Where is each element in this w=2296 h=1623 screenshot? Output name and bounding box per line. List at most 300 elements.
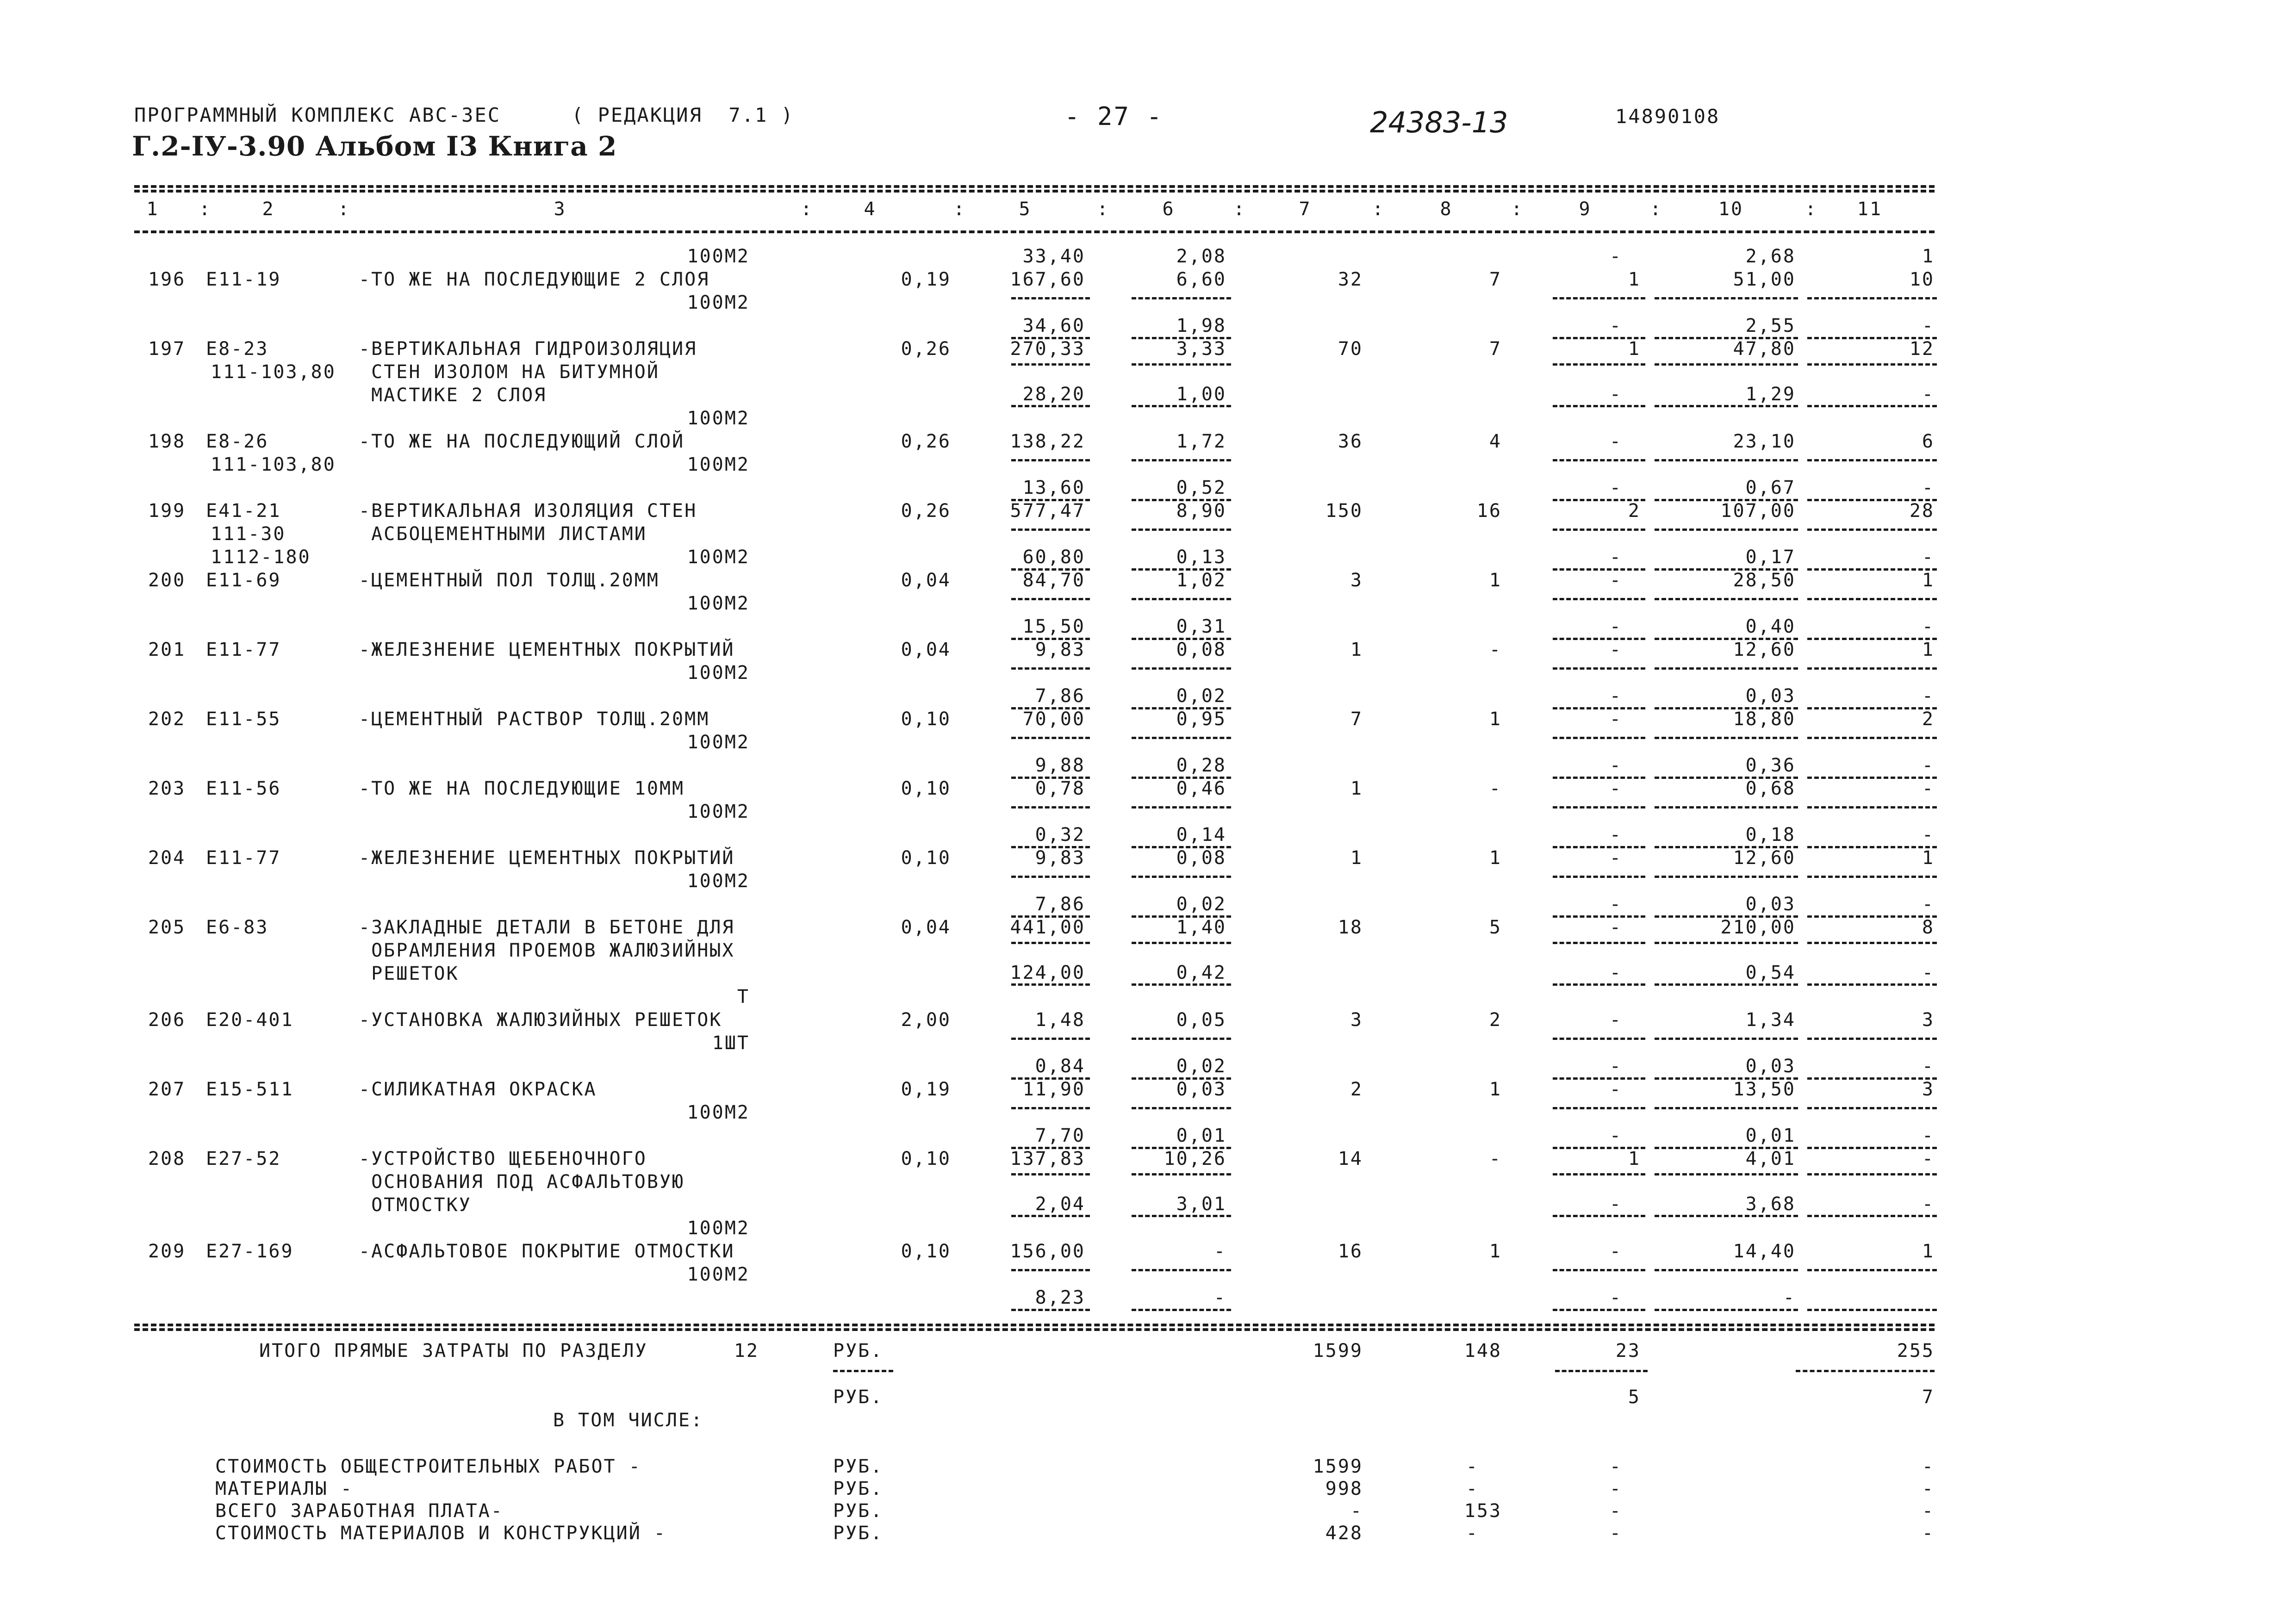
cell-sub-c10: 0,01 (1745, 1125, 1796, 1146)
cell-rule (1655, 598, 1798, 600)
header-bottom-rule (134, 230, 1935, 233)
breakdown-c9: - (1609, 1478, 1622, 1499)
cell-sub-c6: 0,02 (1176, 1056, 1226, 1077)
cell-rule (1553, 667, 1645, 670)
cell-c9: - (1609, 431, 1622, 452)
row-separator (1553, 405, 1645, 407)
cell-sub-c9: - (1609, 1194, 1622, 1215)
cell-rule (1132, 667, 1231, 670)
cell-sub-c9: - (1609, 755, 1622, 776)
row-separator (1132, 1309, 1231, 1311)
cell-rule (1553, 459, 1645, 461)
breakdown-c7: - (1350, 1500, 1363, 1522)
cell-rule (1807, 529, 1937, 531)
cell-c10: 12,60 (1733, 639, 1796, 660)
cell-c10: 28,50 (1733, 570, 1796, 591)
cell-c5: 70,00 (1022, 709, 1085, 730)
cell-sub-c6: 0,42 (1176, 962, 1226, 983)
cell-sub-c11: - (1922, 962, 1935, 983)
cell-c5: 9,83 (1035, 639, 1085, 660)
cell-sub-c11: - (1922, 547, 1935, 568)
cell-rule (1553, 297, 1645, 299)
cell-c10: 12,60 (1733, 847, 1796, 869)
edition-label: ( РЕДАКЦИЯ 7.1 ) (572, 104, 794, 126)
cell-rule (1553, 876, 1645, 878)
cell-rule (1655, 459, 1798, 461)
totals-c11: 255 (1897, 1340, 1935, 1362)
row-number: 203 (148, 778, 186, 799)
breakdown-currency: РУБ. (833, 1500, 884, 1522)
row-code: Е6-83 (206, 917, 269, 938)
cell-c7: 36 (1338, 431, 1363, 452)
cell-sub-c5: 7,70 (1035, 1125, 1085, 1146)
cell-c7: 16 (1338, 1241, 1363, 1262)
row-code: Е11-77 (206, 847, 281, 869)
totals-underline (1796, 1370, 1935, 1372)
cell-sub-c9: - (1609, 477, 1622, 498)
cell-sub-c10: 2,55 (1745, 315, 1796, 336)
album-subtitle: Г.2-ІУ-3.90 Альбом I3 Книга 2 (132, 131, 617, 162)
row-separator (1011, 983, 1090, 986)
row-quantity: 2,00 (901, 1009, 951, 1031)
cell-sub-c6: 3,01 (1176, 1194, 1226, 1215)
cell-c11: - (1922, 778, 1935, 799)
row-separator (1655, 405, 1798, 407)
cell-sub-c10: 1,29 (1745, 384, 1796, 405)
cell-rule (1807, 1038, 1937, 1040)
cell-sub-c5: 60,80 (1022, 547, 1085, 568)
row-separator (1655, 983, 1798, 986)
cell-c9: - (1609, 778, 1622, 799)
unit-label: 100М2 (687, 801, 750, 822)
cell-c9: 1 (1628, 1148, 1641, 1169)
cell-c5: 84,70 (1022, 570, 1085, 591)
row-description: -ЦЕМЕНТНЫЙ ПОЛ ТОЛЩ.20ММ (359, 570, 660, 591)
cell-c5: 1,48 (1035, 1009, 1085, 1031)
row-code: Е11-69 (206, 570, 281, 591)
row-number: 201 (148, 639, 186, 660)
breakdown-c8: - (1466, 1456, 1479, 1477)
cell-rule (1807, 1269, 1937, 1271)
column-header-7: 7 (1299, 199, 1312, 220)
page-number: - 27 - (1064, 102, 1164, 131)
cell-rule (1011, 1269, 1090, 1271)
breakdown-c8: - (1466, 1478, 1479, 1499)
row-code: Е11-19 (206, 269, 281, 290)
cell-sub-c5: 0,84 (1035, 1056, 1085, 1077)
cell-rule (1553, 1173, 1645, 1175)
row-description: -ЦЕМЕНТНЫЙ РАСТВОР ТОЛЩ.20ММ (359, 709, 710, 730)
breakdown-c9: - (1609, 1500, 1622, 1522)
unit-label: Т (737, 986, 750, 1007)
unit-label: 100М2 (687, 292, 750, 313)
cell-rule (1655, 876, 1798, 878)
cell-c9: - (1609, 570, 1622, 591)
cell-c9: - (1609, 847, 1622, 869)
column-header-5: 5 (1019, 199, 1032, 220)
cell-c7: 150 (1325, 500, 1363, 522)
row-description: СТЕН ИЗОЛОМ НА БИТУМНОЙ (359, 361, 660, 383)
cell-rule (1553, 1038, 1645, 1040)
unit-label: 100М2 (687, 593, 750, 614)
row-description: АСБОЦЕМЕНТНЫМИ ЛИСТАМИ (359, 523, 647, 545)
row-description: -ТО ЖЕ НА ПОСЛЕДУЮЩИЕ 2 СЛОЯ (359, 269, 710, 290)
cell-c6: 3,33 (1176, 338, 1226, 360)
cell-c7: 14 (1338, 1148, 1363, 1169)
cell-c8: - (1489, 639, 1502, 660)
column-header-9: 9 (1579, 199, 1592, 220)
cell-c5: 0,78 (1035, 778, 1085, 799)
breakdown-label: СТОИМОСТЬ ОБЩЕСТРОИТЕЛЬНЫХ РАБОТ - (215, 1456, 641, 1477)
column-header-4: 4 (864, 199, 877, 220)
unit-label: 100М2 (687, 547, 750, 568)
cell-rule (1011, 363, 1090, 366)
row-number: 196 (148, 269, 186, 290)
document-code: 14890108 (1615, 105, 1720, 128)
column-separator: : (199, 199, 212, 220)
cell-c8: 1 (1489, 1241, 1502, 1262)
unit-label: 100М2 (687, 1218, 750, 1239)
column-separator: : (1805, 199, 1818, 220)
breakdown-c11: - (1922, 1478, 1935, 1499)
cell-rule (1553, 737, 1645, 739)
cell-c7: 32 (1338, 269, 1363, 290)
row-number: 199 (148, 500, 186, 522)
row-number: 206 (148, 1009, 186, 1031)
cell-c10: 23,10 (1733, 431, 1796, 452)
cell-sub-c11: - (1922, 755, 1935, 776)
cell-rule (1132, 1173, 1231, 1175)
cell-c6: 2,08 (1176, 246, 1226, 267)
column-separator: : (1372, 199, 1385, 220)
breakdown-label: СТОИМОСТЬ МАТЕРИАЛОВ И КОНСТРУКЦИЙ - (215, 1523, 666, 1544)
row-quantity: 0,10 (901, 709, 951, 730)
breakdown-label: ВСЕГО ЗАРАБОТНАЯ ПЛАТА- (215, 1500, 504, 1522)
totals-c11-b: 7 (1922, 1387, 1935, 1408)
unit-label: 100М2 (687, 662, 750, 684)
row-separator (1655, 1309, 1798, 1311)
cell-c10: 0,68 (1745, 778, 1796, 799)
cell-c11: 6 (1922, 431, 1935, 452)
row-number: 207 (148, 1079, 186, 1100)
totals-c7: 1599 (1313, 1340, 1363, 1362)
cell-sub-c5: 7,86 (1035, 894, 1085, 915)
cell-rule (1807, 1173, 1937, 1175)
cell-sub-c11: - (1922, 477, 1935, 498)
cell-sub-c10: 0,03 (1745, 685, 1796, 707)
cell-rule (1807, 667, 1937, 670)
cell-c10: 14,40 (1733, 1241, 1796, 1262)
row-separator (1807, 1215, 1937, 1217)
row-quantity: 0,19 (901, 269, 951, 290)
row-number: 204 (148, 847, 186, 869)
column-separator: : (1511, 199, 1524, 220)
cell-sub-c6: 0,01 (1176, 1125, 1226, 1146)
cell-c6: 0,08 (1176, 639, 1226, 660)
cell-sub-c11: - (1922, 894, 1935, 915)
cell-sub-c10: 0,54 (1745, 962, 1796, 983)
cell-sub-c9: - (1609, 1125, 1622, 1146)
row-separator (1553, 1309, 1645, 1311)
row-description: ОТМОСТКУ (359, 1194, 472, 1216)
cell-c11: 10 (1909, 269, 1935, 290)
table-top-rule (134, 185, 1935, 188)
cell-c9: - (1609, 1009, 1622, 1031)
column-header-3: 3 (554, 199, 566, 220)
column-separator: : (1233, 199, 1246, 220)
cell-sub-c9: - (1609, 1056, 1622, 1077)
cell-c8: 7 (1489, 269, 1502, 290)
cell-sub-c5: 34,60 (1022, 315, 1085, 336)
cell-rule (1011, 806, 1090, 808)
including-label: В ТОМ ЧИСЛЕ: (553, 1410, 703, 1431)
cell-c5: 270,33 (1010, 338, 1085, 360)
row-description: -УСТАНОВКА ЖАЛЮЗИЙНЫХ РЕШЕТОК (359, 1009, 722, 1031)
row-description: -УСТРОЙСТВО ЩЕБЕНОЧНОГО (359, 1148, 647, 1169)
cell-rule (1655, 667, 1798, 670)
cell-sub-c6: 0,02 (1176, 685, 1226, 707)
cell-c11: 1 (1922, 847, 1935, 869)
cell-rule (1553, 363, 1645, 366)
column-header-11: 11 (1857, 199, 1883, 220)
row-description: -АСФАЛЬТОВОЕ ПОКРЫТИЕ ОТМОСТКИ (359, 1241, 735, 1262)
row-code: Е20-401 (206, 1009, 294, 1031)
cell-rule (1011, 667, 1090, 670)
cell-c9: - (1609, 917, 1622, 938)
cell-c5: 33,40 (1022, 246, 1085, 267)
cell-c11: 1 (1922, 639, 1935, 660)
unit-label: 100М2 (687, 1264, 750, 1285)
cell-rule (1011, 737, 1090, 739)
row-quantity: 0,26 (901, 338, 951, 360)
row-description: -ЖЕЛЕЗНЕНИЕ ЦЕМЕНТНЫХ ПОКРЫТИЙ (359, 847, 735, 869)
breakdown-c7: 998 (1325, 1478, 1363, 1499)
cell-c5: 138,22 (1010, 431, 1085, 452)
totals-section-number: 12 (734, 1340, 759, 1362)
cell-c5: 11,90 (1022, 1079, 1085, 1100)
cell-c5: 167,60 (1010, 269, 1085, 290)
cell-c9: 1 (1628, 269, 1641, 290)
cell-rule (1132, 529, 1231, 531)
cell-sub-c9: - (1609, 685, 1622, 707)
cell-sub-c6: - (1213, 1287, 1226, 1308)
row-number: 197 (148, 338, 186, 360)
row-code: Е15-511 (206, 1079, 294, 1100)
totals-underline (833, 1370, 893, 1372)
cell-sub-c6: 0,28 (1176, 755, 1226, 776)
cell-sub-c5: 28,20 (1022, 384, 1085, 405)
cell-sub-c10: 0,40 (1745, 616, 1796, 637)
cell-c9: - (1609, 1241, 1622, 1262)
cell-sub-c11: - (1922, 685, 1935, 707)
row-quantity: 0,10 (901, 1148, 951, 1169)
cell-rule (1655, 737, 1798, 739)
cell-sub-c9: - (1609, 384, 1622, 405)
cell-rule (1655, 1269, 1798, 1271)
cell-sub-c11: - (1922, 824, 1935, 846)
cell-c9: - (1609, 1079, 1622, 1100)
cell-sub-c10: 0,17 (1745, 547, 1796, 568)
row-code-extra: 1112-180 (211, 547, 311, 568)
cell-sub-c10: - (1783, 1287, 1796, 1308)
cell-rule (1132, 598, 1231, 600)
cell-c6: 1,72 (1176, 431, 1226, 452)
cell-c9: 2 (1628, 500, 1641, 522)
cell-c6: 1,40 (1176, 917, 1226, 938)
cell-c10: 210,00 (1720, 917, 1796, 938)
cell-sub-c10: 0,67 (1745, 477, 1796, 498)
cell-c5: 577,47 (1010, 500, 1085, 522)
cell-rule (1011, 942, 1090, 944)
row-description: -ВЕРТИКАЛЬНАЯ ИЗОЛЯЦИЯ СТЕН (359, 500, 697, 522)
cell-sub-c6: 0,02 (1176, 894, 1226, 915)
row-separator (1132, 983, 1231, 986)
row-separator (1807, 983, 1937, 986)
cell-c6: 0,05 (1176, 1009, 1226, 1031)
row-quantity: 0,19 (901, 1079, 951, 1100)
cell-sub-c6: 0,52 (1176, 477, 1226, 498)
cell-c7: 2 (1350, 1079, 1363, 1100)
cell-rule (1807, 363, 1937, 366)
cell-c5: 9,83 (1035, 847, 1085, 869)
cell-sub-c9: - (1609, 315, 1622, 336)
cell-rule (1132, 459, 1231, 461)
cell-sub-c5: 9,88 (1035, 755, 1085, 776)
cell-rule (1132, 876, 1231, 878)
cell-c10: 1,34 (1745, 1009, 1796, 1031)
cell-rule (1655, 297, 1798, 299)
cell-sub-c10: 0,03 (1745, 894, 1796, 915)
unit-label: 100М2 (687, 1102, 750, 1123)
cell-c7: 7 (1350, 709, 1363, 730)
cell-c6: 10,26 (1164, 1148, 1226, 1169)
cell-c9: - (1609, 639, 1622, 660)
row-quantity: 0,04 (901, 570, 951, 591)
cell-rule (1807, 876, 1937, 878)
table-bottom-rule (134, 1324, 1935, 1326)
cell-rule (1132, 942, 1231, 944)
cell-rule (1807, 598, 1937, 600)
column-header-6: 6 (1162, 199, 1175, 220)
cell-sub-c5: 0,32 (1035, 824, 1085, 846)
row-description: ОСНОВАНИЯ ПОД АСФАЛЬТОВУЮ (359, 1171, 685, 1193)
row-number: 202 (148, 709, 186, 730)
breakdown-currency: РУБ. (833, 1456, 884, 1477)
breakdown-c11: - (1922, 1523, 1935, 1544)
cell-rule (1807, 737, 1937, 739)
cell-rule (1655, 1173, 1798, 1175)
row-separator (1553, 983, 1645, 986)
cell-sub-c11: - (1922, 1194, 1935, 1215)
totals-currency-2: РУБ. (833, 1387, 884, 1408)
cell-rule (1011, 529, 1090, 531)
cell-sub-c10: 3,68 (1745, 1194, 1796, 1215)
cell-c9: 1 (1628, 338, 1641, 360)
cell-c11: 3 (1922, 1009, 1935, 1031)
totals-currency: РУБ. (833, 1340, 884, 1362)
cell-c7: 18 (1338, 917, 1363, 938)
cell-rule (1132, 806, 1231, 808)
cell-rule (1011, 1173, 1090, 1175)
cell-c11: 12 (1909, 338, 1935, 360)
cell-rule (1655, 806, 1798, 808)
cell-sub-c11: - (1922, 315, 1935, 336)
cell-sub-c10: 0,03 (1745, 1056, 1796, 1077)
table-bottom-rule-2 (134, 1328, 1935, 1331)
row-code-extra: 111-103,80 (211, 454, 336, 475)
breakdown-c9: - (1609, 1456, 1622, 1477)
cell-c6: 0,95 (1176, 709, 1226, 730)
cell-sub-c6: 1,00 (1176, 384, 1226, 405)
cell-rule (1553, 1107, 1645, 1109)
breakdown-label: МАТЕРИАЛЫ - (215, 1478, 353, 1499)
cell-sub-c6: 1,98 (1176, 315, 1226, 336)
row-code-extra: 111-30 (211, 523, 286, 545)
row-quantity: 0,10 (901, 778, 951, 799)
cell-rule (1655, 1038, 1798, 1040)
row-number: 205 (148, 917, 186, 938)
cell-rule (1011, 297, 1090, 299)
cell-sub-c11: - (1922, 384, 1935, 405)
cell-sub-c6: 0,14 (1176, 824, 1226, 846)
cell-rule (1655, 529, 1798, 531)
cell-rule (1011, 1107, 1090, 1109)
cell-rule (1011, 1038, 1090, 1040)
row-description: МАСТИКЕ 2 СЛОЯ (359, 385, 547, 406)
row-separator (1807, 405, 1937, 407)
cell-c8: - (1489, 1148, 1502, 1169)
cell-sub-c11: - (1922, 1125, 1935, 1146)
cell-sub-c5: 13,60 (1022, 477, 1085, 498)
cell-c8: 1 (1489, 1079, 1502, 1100)
column-header-8: 8 (1440, 199, 1453, 220)
cell-rule (1011, 876, 1090, 878)
cell-c5: 137,83 (1010, 1148, 1085, 1169)
column-separator: : (801, 199, 814, 220)
unit-label: 1ШТ (712, 1032, 750, 1054)
cell-c6: 8,90 (1176, 500, 1226, 522)
row-separator (1553, 1215, 1645, 1217)
cell-rule (1807, 942, 1937, 944)
breakdown-c7: 428 (1325, 1523, 1363, 1544)
row-quantity: 0,04 (901, 917, 951, 938)
row-code: Е27-52 (206, 1148, 281, 1169)
cell-c11: 1 (1922, 1241, 1935, 1262)
row-code: Е11-77 (206, 639, 281, 660)
row-description: -ТО ЖЕ НА ПОСЛЕДУЮЩИЙ СЛОЙ (359, 431, 685, 452)
cell-rule (1553, 806, 1645, 808)
breakdown-c7: 1599 (1313, 1456, 1363, 1477)
row-separator (1655, 1215, 1798, 1217)
row-code: Е8-23 (206, 338, 269, 360)
column-separator: : (953, 199, 966, 220)
row-separator (1011, 405, 1090, 407)
row-separator (1132, 405, 1231, 407)
cell-c8: 7 (1489, 338, 1502, 360)
cell-c7: 1 (1350, 639, 1363, 660)
row-code: Е11-56 (206, 778, 281, 799)
row-code: Е8-26 (206, 431, 269, 452)
row-number: 208 (148, 1148, 186, 1169)
cell-rule (1807, 806, 1937, 808)
row-quantity: 0,04 (901, 639, 951, 660)
totals-c9: 23 (1615, 1340, 1641, 1362)
cell-c8: 1 (1489, 709, 1502, 730)
cell-c5: 441,00 (1010, 917, 1085, 938)
row-separator (1807, 1309, 1937, 1311)
totals-c9-b: 5 (1628, 1387, 1641, 1408)
cell-c8: 5 (1489, 917, 1502, 938)
